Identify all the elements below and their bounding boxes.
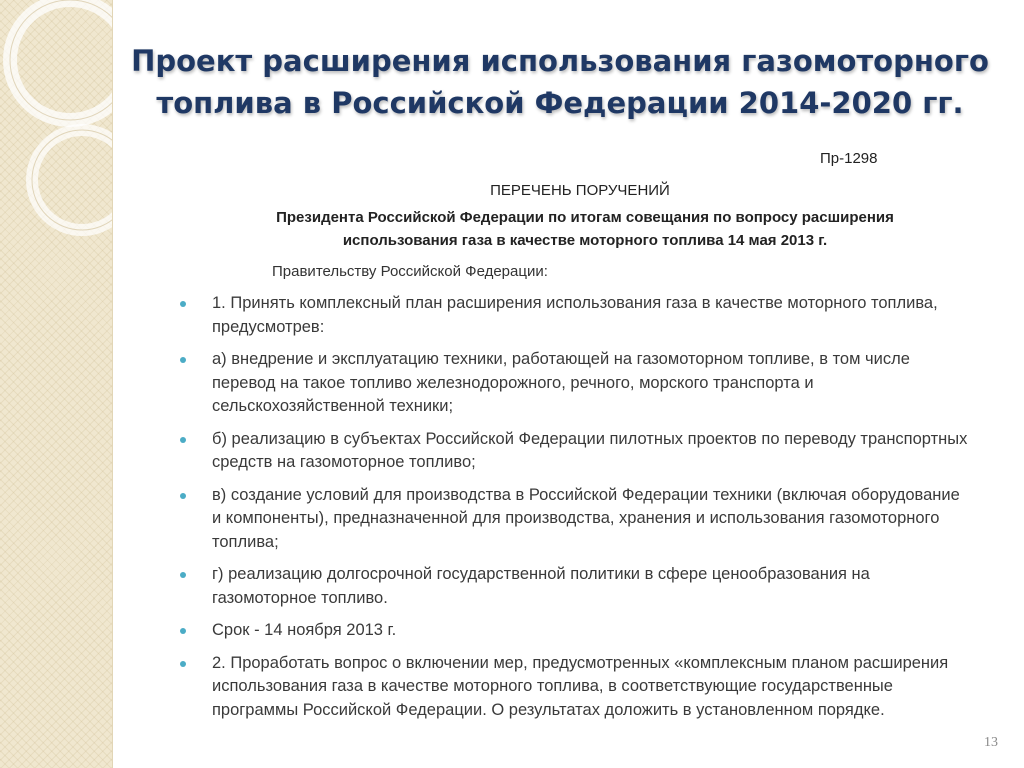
bullet-icon	[180, 301, 186, 307]
slide-number: 13	[984, 735, 998, 750]
list-item-text: Срок - 14 ноября 2013 г.	[212, 621, 397, 639]
instruction-list	[180, 292, 970, 731]
list-item-text: 1. Принять комплексный план расширения использования газа в качестве моторного топлива, предусмотрев:	[212, 294, 938, 336]
slide-title-line-1: Проект расширения использования газомоторного	[131, 44, 989, 78]
list-item-text: г) реализацию долгосрочной государственной политики в сфере ценообразования на газомоторное топливо.	[212, 565, 870, 607]
list-item	[180, 348, 970, 419]
slide-title	[130, 40, 990, 124]
list-subheading-line-2: использования газа в качестве моторного топлива 14 мая 2013 г.	[342, 232, 828, 249]
list-item-text: а) внедрение и эксплуатацию техники, работающей на газомоторном топливе, в том числе перевод на такое топливо железнодорожного, речного, морского транспорта и сельскохозяйственной техники;	[212, 350, 910, 415]
bullet-icon	[180, 572, 186, 578]
list-item	[180, 652, 970, 723]
slide-title-line-2: топлива в Российской Федерации 2014-2020 гг.	[156, 86, 964, 120]
list-heading: ПЕРЕЧЕНЬ ПОРУЧЕНИЙ	[490, 182, 670, 199]
list-item-text: б) реализацию в субъектах Российской Федерации пилотных проектов по переводу транспортных средств на газомоторное топливо;	[212, 429, 968, 471]
list-item	[180, 484, 970, 555]
list-item	[180, 428, 970, 475]
list-item-text: 2. Проработать вопрос о включении мер, предусмотренных «комплексным планом расширения использования газа в качестве моторного топлива, в соответствующие государственные программы Российской Федерации. О результатах доложить в установленном порядке.	[212, 653, 949, 719]
bullet-icon	[180, 437, 186, 443]
list-subheading-line-1: Президента Российской Федерации по итогам совещания по вопросу расширения	[276, 209, 894, 226]
bullet-icon	[180, 493, 186, 499]
list-item	[180, 292, 970, 339]
decorative-rings-icon	[0, 0, 112, 768]
list-item-text: в) создание условий для производства в Российской Федерации техники (включая оборудование и компоненты), предназначенной для производства, хранения и использования газомоторного топлива;	[212, 485, 960, 551]
bullet-icon	[180, 661, 186, 667]
list-item	[180, 563, 970, 610]
list-subheading	[215, 206, 955, 252]
list-item	[180, 619, 970, 643]
document-number: Пр-1298	[820, 150, 878, 167]
bullet-icon	[180, 628, 186, 634]
bullet-icon	[180, 357, 186, 363]
addressee: Правительству Российской Федерации:	[272, 263, 548, 280]
